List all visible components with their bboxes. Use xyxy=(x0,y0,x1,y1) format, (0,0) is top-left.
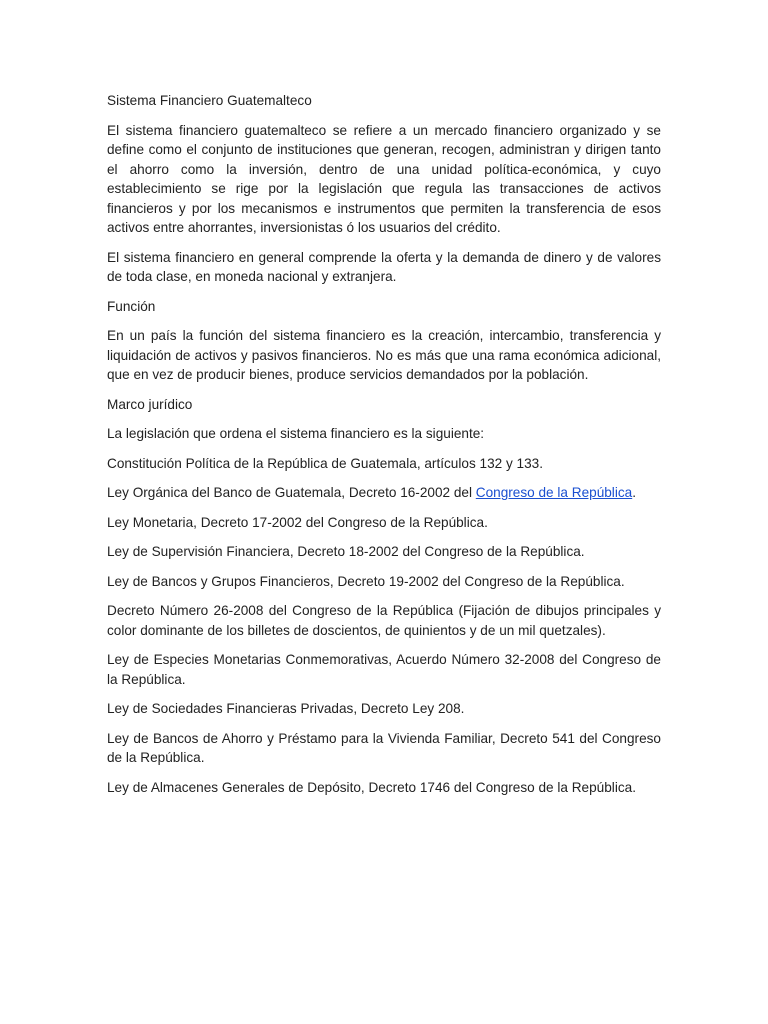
document-title: Sistema Financiero Guatemalteco xyxy=(107,93,312,108)
document-page xyxy=(107,91,661,807)
law-sociedades: Ley de Sociedades Financieras Privadas, Decreto Ley 208. xyxy=(107,701,465,716)
law-organica-prefix: Ley Orgánica del Banco de Guatemala, Decreto 16-2002 del xyxy=(107,485,476,500)
law-organica xyxy=(107,483,661,503)
funcion-heading: Función xyxy=(107,298,156,314)
law-organica-suffix: . xyxy=(632,485,636,500)
law-almacenes: Ley de Almacenes Generales de Depósito, Decreto 1746 del Congreso de la República. xyxy=(107,779,636,795)
marco-heading: Marco jurídico xyxy=(107,396,193,412)
congreso-link[interactable]: Congreso de la República xyxy=(475,485,633,500)
law-ahorro-prestamo: Ley de Bancos de Ahorro y Préstamo para la Vivienda Familiar, Decreto 541 del Congreso de la República. xyxy=(107,730,661,765)
funcion-paragraph: En un país la función del sistema financiero es la creación, intercambio, transferencia y liquidación de activos y pasivos financieros. No es más que una rama económica adicional, que en vez de producir bienes, produce servicios demandados por la población. xyxy=(107,328,661,382)
law-supervision: Ley de Supervisión Financiera, Decreto 18-2002 del Congreso de la República. xyxy=(107,544,585,559)
law-decreto-26-2008: Decreto Número 26-2008 del Congreso de la República (Fijación de dibujos principales y color dominante de los billetes de doscientos, de quinientos y de un mil quetzales). xyxy=(107,603,661,638)
general-paragraph: El sistema financiero en general comprende la oferta y la demanda de dinero y de valores de toda clase, en moneda nacional y extranjera. xyxy=(107,249,661,284)
intro-paragraph: El sistema financiero guatemalteco se refiere a un mercado financiero organizado y se define como el conjunto de instituciones que generan, recogen, administran y dirigen tanto el ahorro como la inversión, dentro de una unidad política-económica, y cuyo establecimiento se rige por la legislación que regula las transacciones de activos financieros y por los mecanismos e instrumentos que permiten la transferencia de esos activos entre ahorrantes, inversionistas ó los usuarios del crédito. xyxy=(107,122,661,235)
law-monetaria: Ley Monetaria, Decreto 17-2002 del Congreso de la República. xyxy=(107,514,488,530)
law-especies: Ley de Especies Monetarias Conmemorativas, Acuerdo Número 32-2008 del Congreso de la República. xyxy=(107,652,661,687)
law-bancos: Ley de Bancos y Grupos Financieros, Decreto 19-2002 del Congreso de la República. xyxy=(107,573,625,589)
law-constitucion: Constitución Política de la República de Guatemala, artículos 132 y 133. xyxy=(107,455,544,471)
marco-intro: La legislación que ordena el sistema financiero es la siguiente: xyxy=(107,426,485,441)
